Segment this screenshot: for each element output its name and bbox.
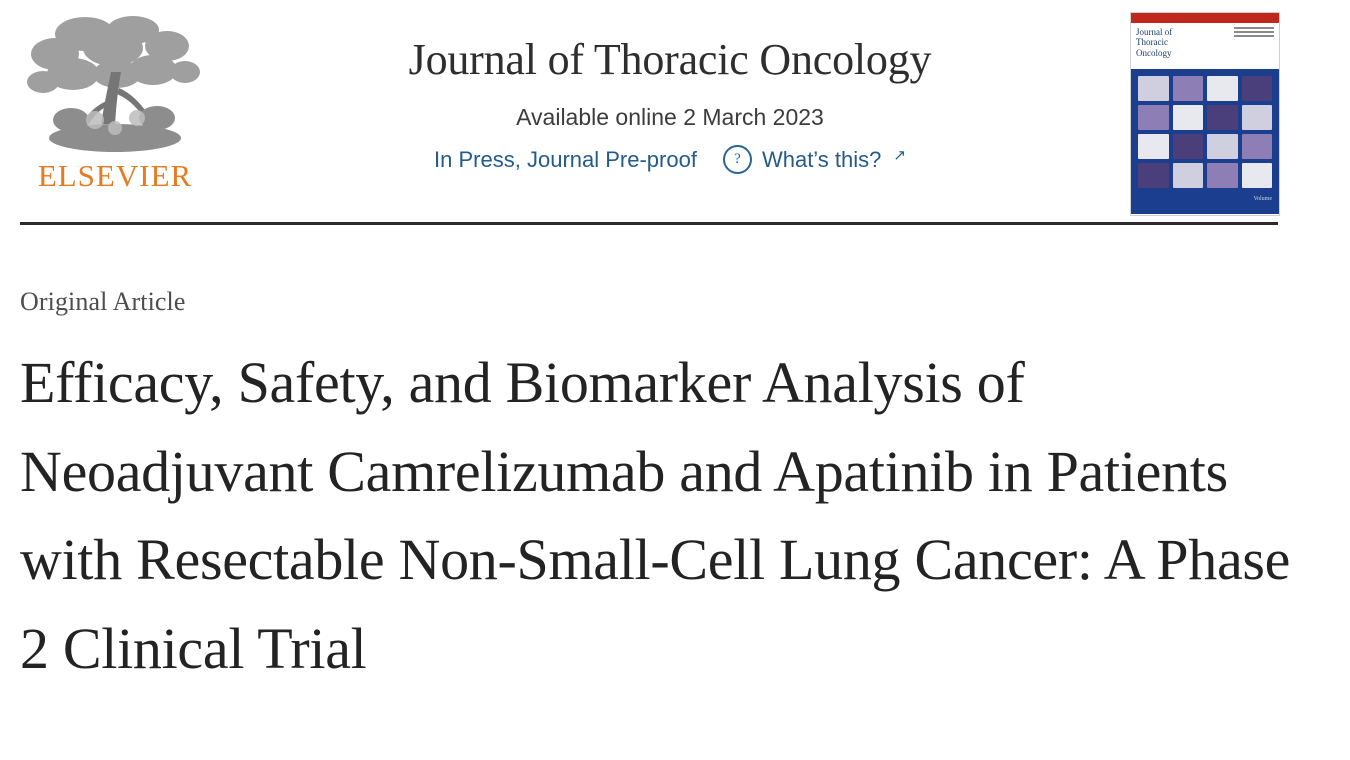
cover-footer-note: Volume	[1253, 196, 1272, 202]
journal-info	[210, 8, 1130, 174]
cover-masthead	[1131, 23, 1279, 69]
cover-publisher-mark	[1234, 27, 1274, 43]
cover-cell	[1207, 76, 1238, 101]
cover-cell	[1173, 76, 1204, 101]
cover-cell	[1138, 134, 1169, 159]
cover-title-line-2: Thoracic	[1136, 37, 1168, 48]
page-title: Efficacy, Safety, and Biomarker Analysis of Neoadjuvant Camrelizumab and Apatinib in Patients with Resectable Non-Small-Cell Lung Cancer: A Phase 2 Clinical Trial	[20, 350, 1291, 682]
cover-cell	[1138, 76, 1169, 101]
cover-cell	[1207, 163, 1238, 188]
publisher-logo[interactable]	[20, 8, 210, 194]
cover-cell	[1242, 105, 1273, 130]
journal-title: Journal of Thoracic Oncology	[408, 35, 932, 84]
cover-cell	[1242, 134, 1273, 159]
availability-date: Available online 2 March 2023	[516, 104, 824, 131]
publication-status: In Press, Journal Pre-proof	[434, 146, 697, 172]
cover-cell	[1173, 163, 1204, 188]
cover-cell	[1242, 163, 1273, 188]
cover-title-line-1: Journal of	[1136, 27, 1173, 37]
journal-header	[0, 0, 1350, 222]
cover-cell	[1207, 134, 1238, 159]
cover-journal-name	[1136, 27, 1172, 69]
elsevier-tree-logo	[25, 12, 205, 162]
whats-this-label: What’s this?	[761, 146, 882, 172]
whats-this-link[interactable]	[723, 145, 906, 174]
status-row	[210, 145, 1130, 174]
publisher-name: ELSEVIER	[37, 158, 193, 193]
cover-title-line-3: Oncology	[1136, 47, 1172, 58]
article-head	[0, 225, 1350, 694]
journal-cover-thumbnail[interactable]	[1130, 12, 1280, 216]
cover-cell	[1138, 163, 1169, 188]
cover-cell	[1173, 105, 1204, 130]
cover-top-band	[1131, 13, 1279, 23]
cover-cell	[1207, 105, 1238, 130]
cover-cell	[1173, 134, 1204, 159]
cover-image-grid	[1138, 76, 1272, 188]
question-mark-icon: ?	[723, 145, 752, 174]
cover-artwork	[1131, 69, 1279, 214]
external-link-arrow-icon: ↗	[893, 146, 906, 164]
cover-cell	[1242, 76, 1273, 101]
cover-cell	[1138, 105, 1169, 130]
article-type-label: Original Article	[20, 287, 186, 316]
